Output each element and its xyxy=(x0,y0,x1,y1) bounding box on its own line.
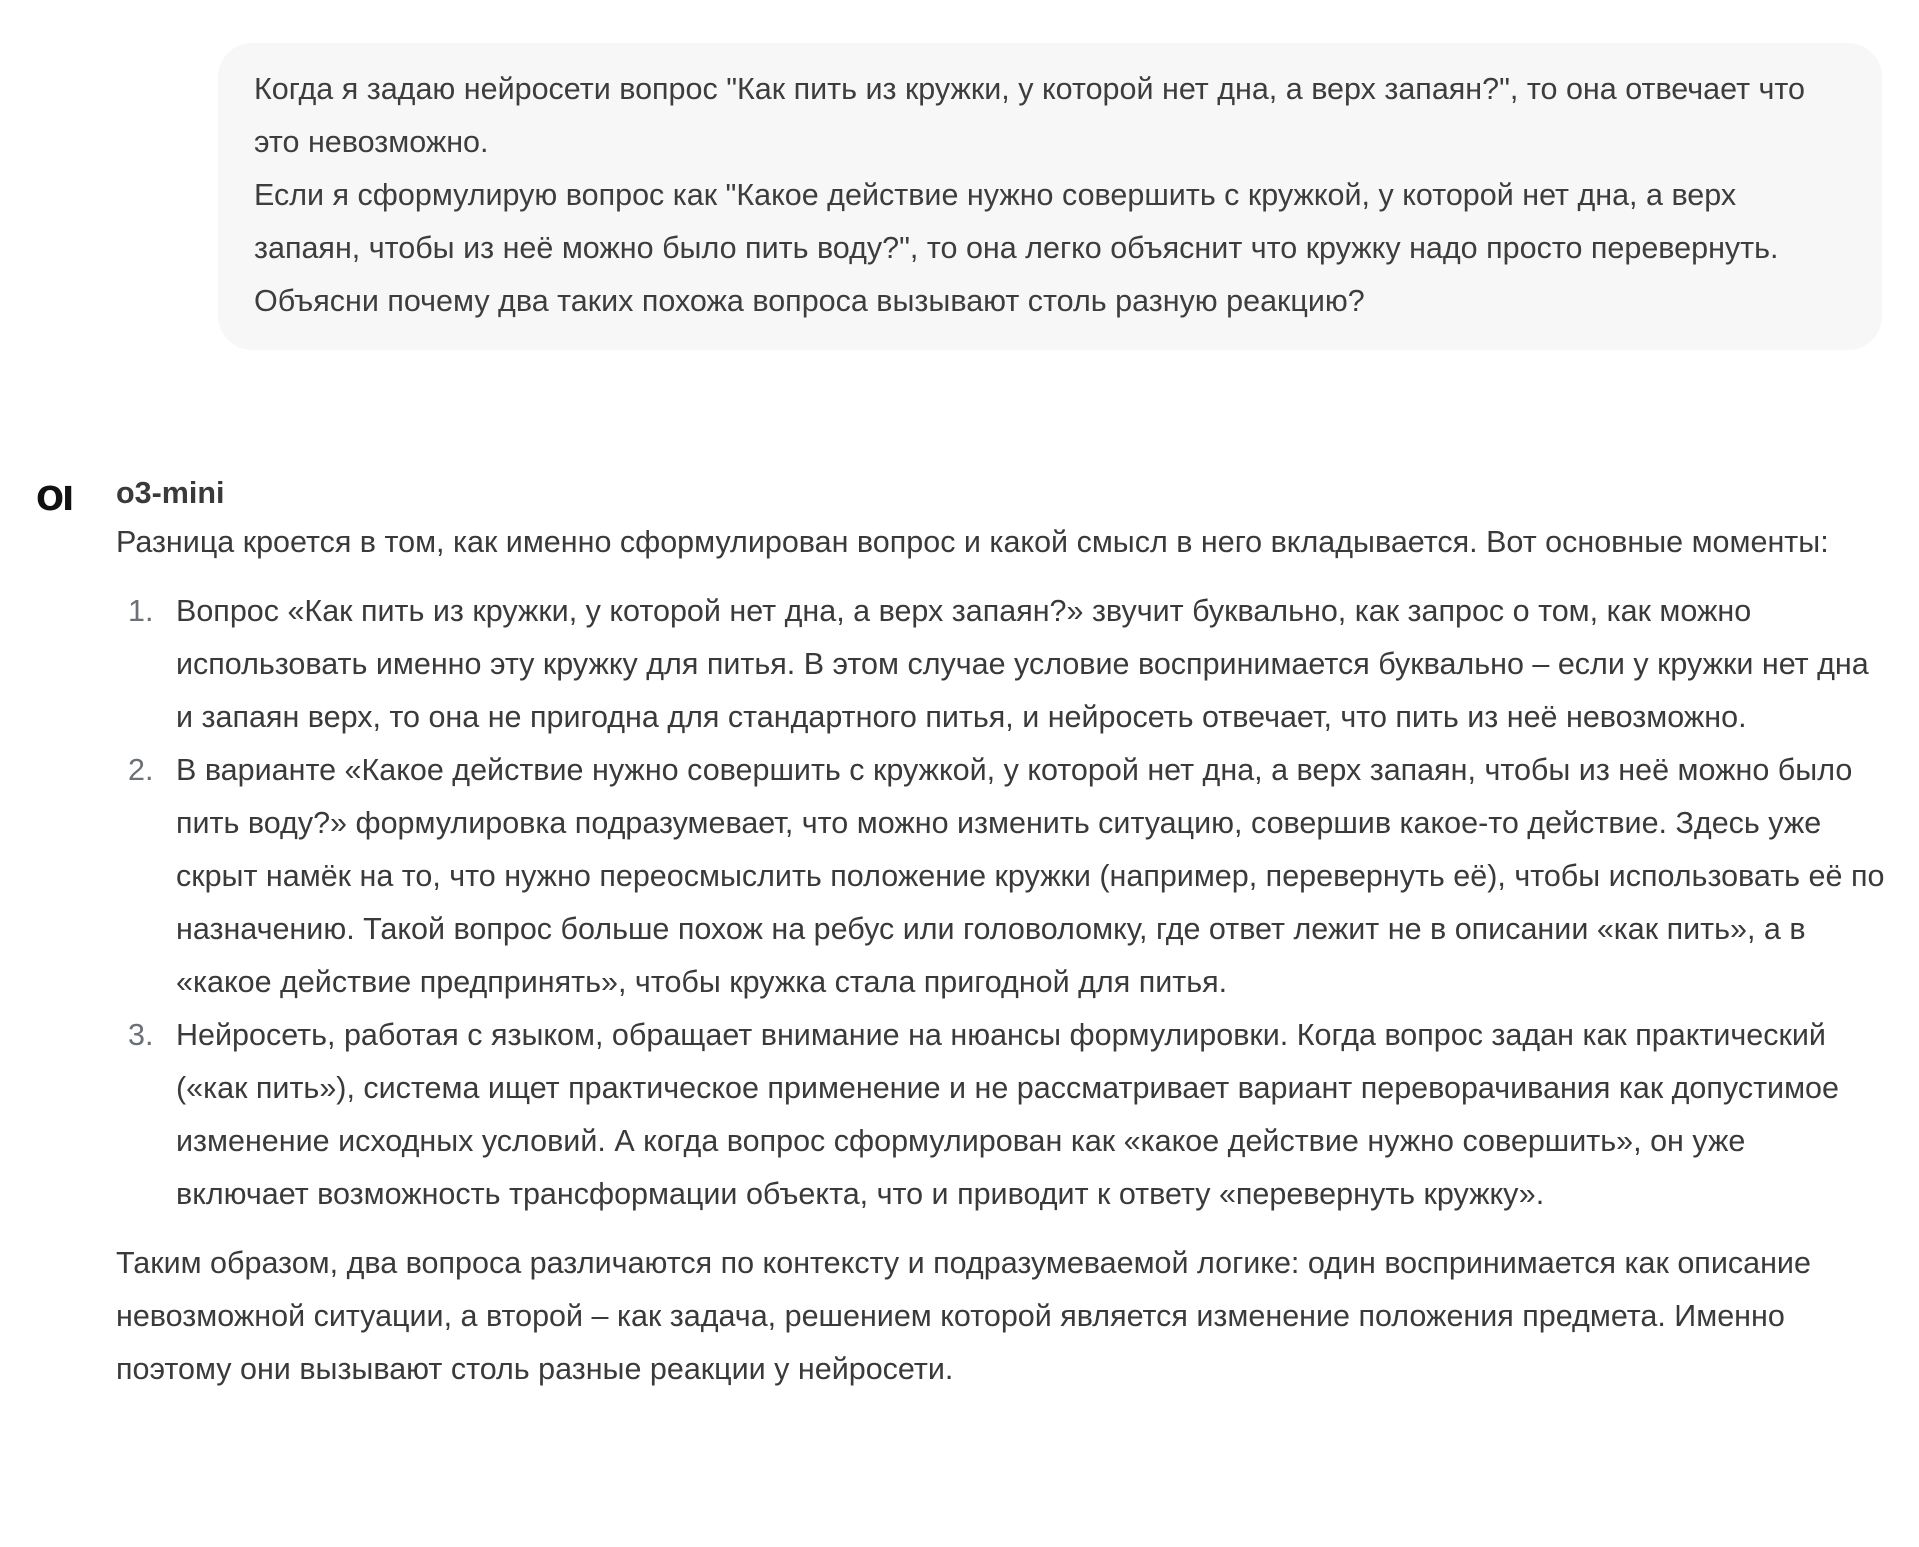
user-message-bubble xyxy=(218,43,1882,350)
assistant-answer xyxy=(116,516,1886,1396)
list-item-text: Нейросеть, работая с языком, обращает внимание на нюансы формулировки. Когда вопрос задан как практический («как пить»), система ищет практическое применение и не рассматривает вариант переворачивания как допустимое изменение исходных условий. А когда вопрос сформулирован как «какое действие нужно совершить», он уже включает возможность трансформации объекта, что и приводит к ответу «перевернуть кружку». xyxy=(176,1018,1839,1211)
list-item-number: 2. xyxy=(128,753,154,787)
list-item-number: 3. xyxy=(128,1018,154,1052)
answer-conclusion: Таким образом, два вопроса различаются по контексту и подразумеваемой логике: один воспринимается как описание невозможной ситуации, а второй – как задача, решением которой является изменение положения предмета. Именно поэтому они вызывают столь разные реакции у нейросети. xyxy=(116,1246,1811,1386)
list-item xyxy=(116,744,1886,1009)
answer-intro: Разница кроется в том, как именно сформулирован вопрос и какой смысл в него вкладывается. Вот основные моменты: xyxy=(116,525,1829,559)
list-item xyxy=(116,585,1886,744)
list-item xyxy=(116,1009,1886,1221)
list-item-text: Вопрос «Как пить из кружки, у которой нет дна, а верх запаян?» звучит буквально, как запрос о том, как можно использовать именно эту кружку для питья. В этом случае условие воспринимается буквально – если у кружки нет дна и запаян верх, то она не пригодна для стандартного питья, и нейросеть отвечает, что пить из неё невозможно. xyxy=(176,594,1869,734)
list-item-number: 1. xyxy=(128,594,154,628)
model-logo-icon: OI xyxy=(36,479,73,518)
model-name: o3-mini xyxy=(116,476,225,510)
user-message-paragraph: Если я сформулирую вопрос как "Какое действие нужно совершить с кружкой, у которой нет дна, а верх запаян, чтобы из неё можно было пить воду?", то она легко объяснит что кружку надо просто перевернуть. xyxy=(254,178,1779,265)
user-message-paragraph: Когда я задаю нейросети вопрос "Как пить из кружки, у которой нет дна, а верх запаян?", то она отвечает что это невозможно. xyxy=(254,72,1805,159)
answer-list xyxy=(116,585,1886,1221)
user-message-paragraph: Объясни почему два таких похожа вопроса вызывают столь разную реакцию? xyxy=(254,284,1365,318)
list-item-text: В варианте «Какое действие нужно совершить с кружкой, у которой нет дна, а верх запаян, чтобы из неё можно было пить воду?» формулировка подразумевает, что можно изменить ситуацию, совершив какое-то действие. Здесь уже скрыт намёк на то, что нужно переосмыслить положение кружки (например, перевернуть её), чтобы использовать её по назначению. Такой вопрос больше похож на ребус или головоломку, где ответ лежит не в описании «как пить», а в «какое действие предпринять», чтобы кружка стала пригодной для питья. xyxy=(176,753,1885,999)
